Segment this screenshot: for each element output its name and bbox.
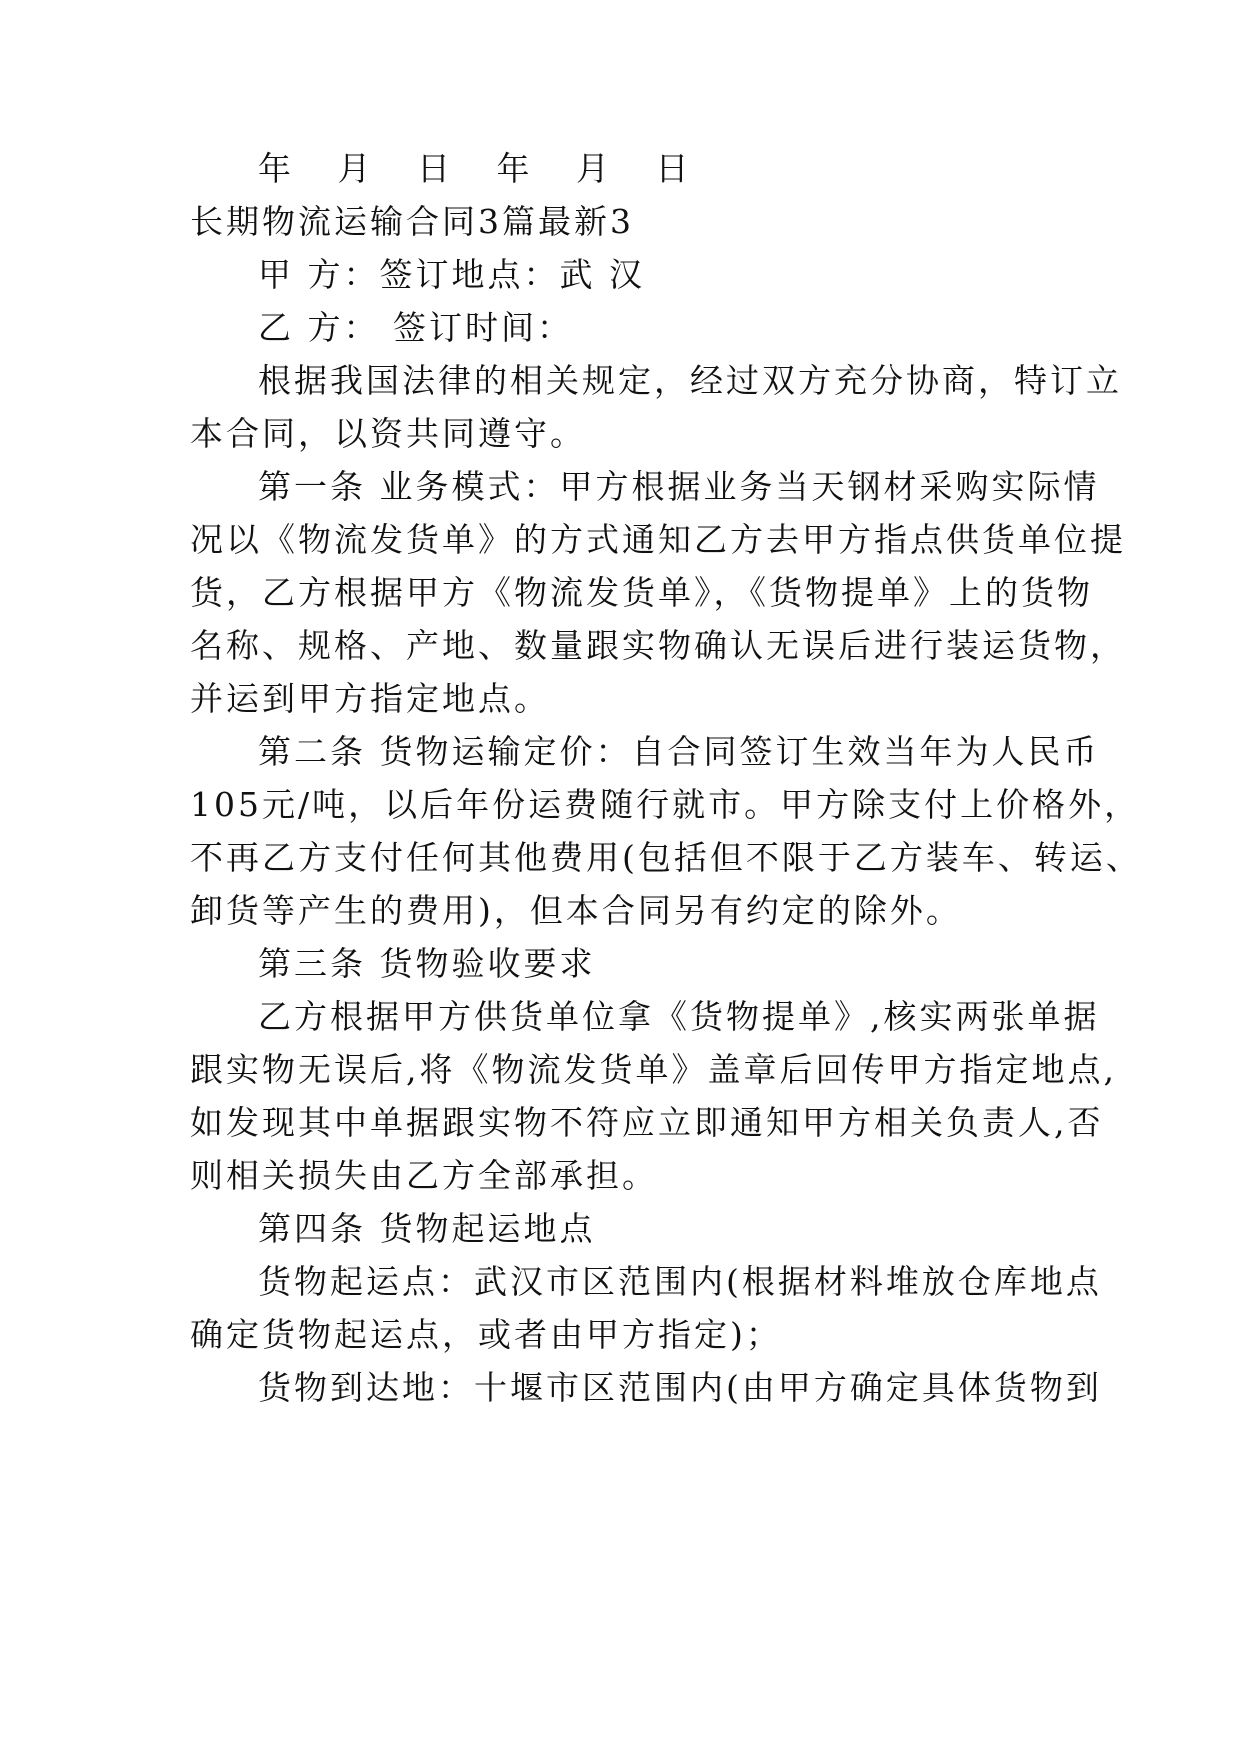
text-line: 根据我国法律的相关规定，经过双方充分协商，特订立: [258, 361, 1122, 400]
text-line: 货，乙方根据甲方《物流发货单》，《货物提单》上的货物: [190, 573, 1093, 612]
article-3-heading: 第三条 货物验收要求: [258, 944, 596, 983]
article-2-heading: 第二条 货物运输定价：自合同签订生效当年为人民币: [258, 732, 1100, 771]
party-a-line: 甲 方：签订地点：武 汉: [258, 255, 645, 294]
text-line: 本合同，以资共同遵守。: [190, 414, 586, 453]
text-line: 105元/吨，以后年份运费随行就市。甲方除支付上价格外，: [190, 785, 1141, 824]
article-4-heading: 第四条 货物起运地点: [258, 1209, 596, 1248]
article-1-heading: 第一条 业务模式：甲方根据业务当天钢材采购实际情: [258, 467, 1100, 506]
text-line: 跟实物无误后,将《物流发货单》盖章后回传甲方指定地点,: [190, 1050, 1117, 1089]
party-b-line: 乙 方： 签订时间：: [258, 308, 573, 347]
text-line: 货物起运点：武汉市区范围内(根据材料堆放仓库地点: [258, 1262, 1102, 1301]
document-title: 长期物流运输合同3篇最新3: [190, 202, 634, 241]
text-line: 名称、规格、产地、数量跟实物确认无误后进行装运货物，: [190, 626, 1126, 665]
date-line: 年 月 日 年 月 日: [258, 149, 707, 188]
text-line: 货物到达地：十堰市区范围内(由甲方确定具体货物到: [258, 1368, 1102, 1407]
text-line: 况以《物流发货单》的方式通知乙方去甲方指点供货单位提: [190, 520, 1126, 559]
text-line: 确定货物起运点，或者由甲方指定)；: [190, 1315, 782, 1354]
text-line: 如发现其中单据跟实物不符应立即通知甲方相关负责人,否: [190, 1103, 1104, 1142]
text-line: 卸货等产生的费用)，但本合同另有约定的除外。: [190, 891, 962, 930]
text-line: 不再乙方支付任何其他费用(包括但不限于乙方装车、转运、: [190, 838, 1142, 877]
text-line: 乙方根据甲方供货单位拿《货物提单》,核实两张单据: [258, 997, 1100, 1036]
text-line: 则相关损失由乙方全部承担。: [190, 1156, 658, 1195]
text-line: 并运到甲方指定地点。: [190, 679, 550, 718]
